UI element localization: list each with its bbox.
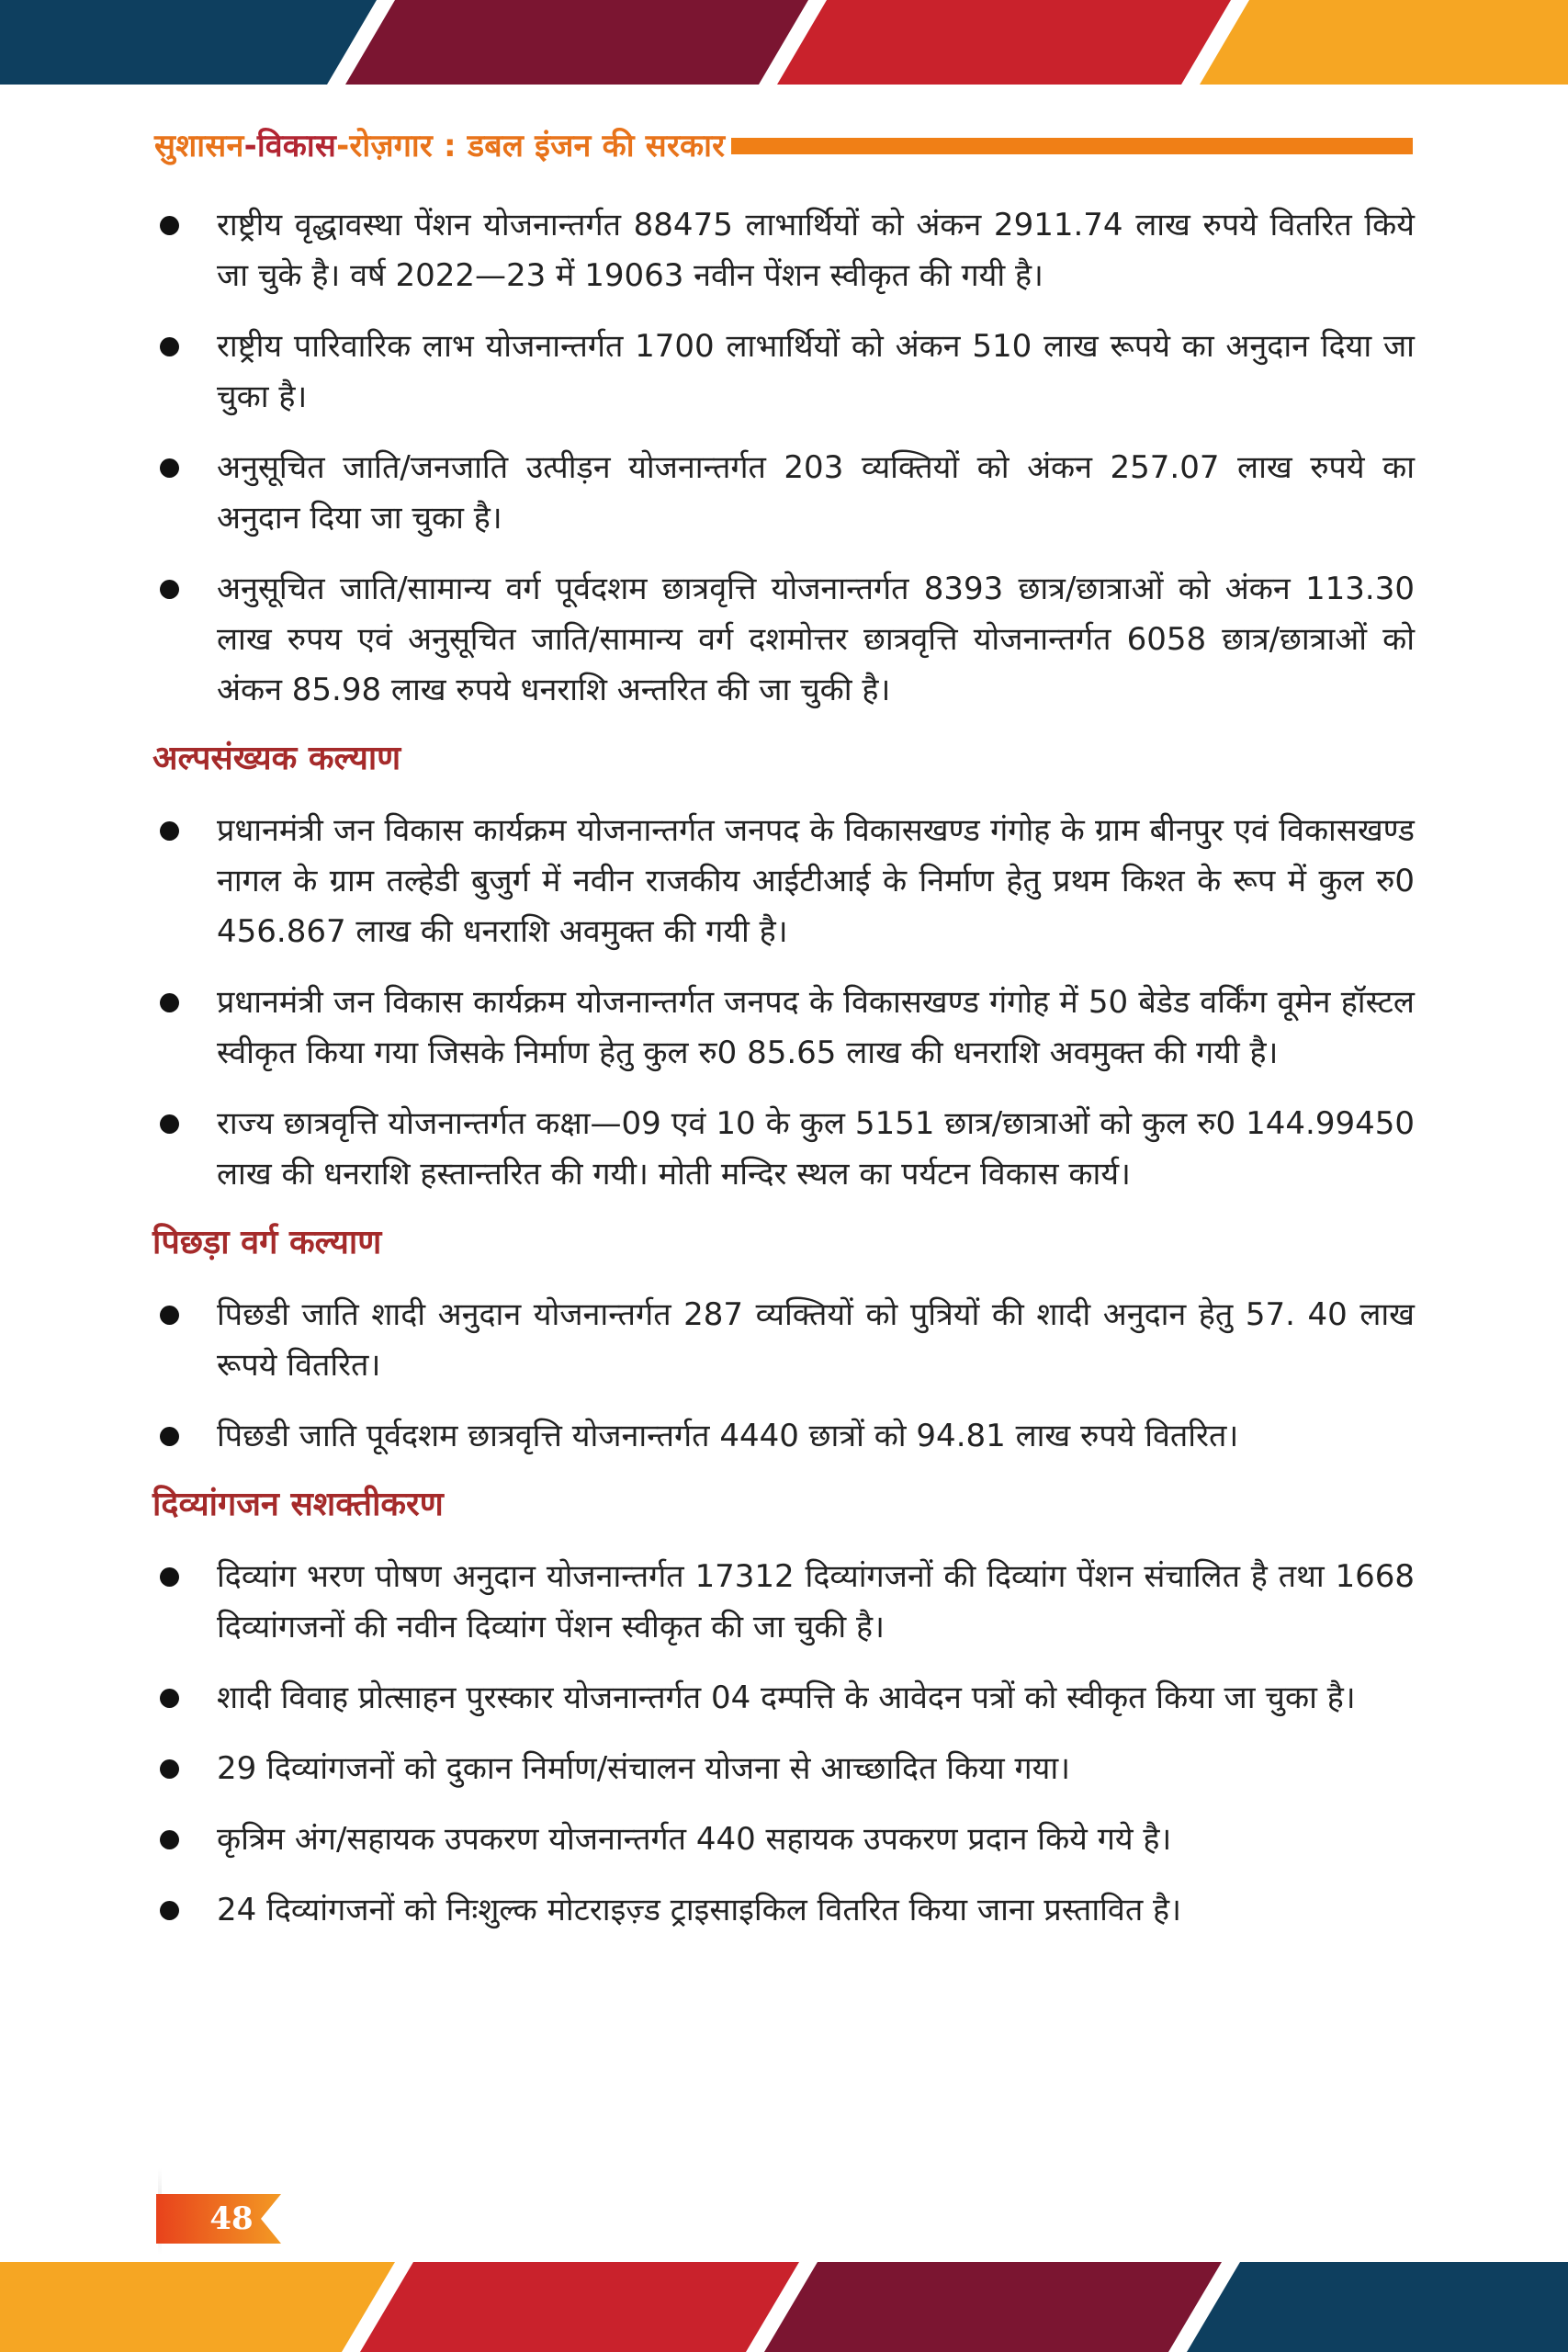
main-content [154, 200, 1415, 1956]
bullet-text: अनुसूचित जाति/जनजाति उत्पीड़न योजनान्तर्गत 203 व्यक्तियों को अंकन 257.07 लाख रुपये का अनुदान दिया जा चुका है। [217, 449, 1415, 537]
bullet-text: पिछडी जाति पूर्वदशम छात्रवृत्ति योजनान्तर्गत 4440 छात्रों को 94.81 लाख रुपये वितरित। [217, 1418, 1239, 1454]
bullet-icon [160, 1427, 179, 1446]
header-title-vikas: विकास [256, 128, 337, 164]
bullet-item [154, 200, 1415, 301]
bullet-item [154, 1552, 1415, 1653]
bullet-icon [160, 216, 179, 235]
bullet-item [154, 443, 1415, 544]
bullet-item [154, 322, 1415, 423]
bullet-text: शादी विवाह प्रोत्साहन पुरस्कार योजनान्तर्गत 04 दम्पत्ति के आवेदन पत्रों को स्वीकृत किया जा चुका है। [217, 1679, 1356, 1716]
bullet-icon [160, 458, 179, 478]
bullet-icon [160, 1759, 179, 1779]
bullet-icon [160, 337, 179, 356]
section-heading-divyangjan-empowerment: दिव्यांगजन सशक्तीकरण [152, 1486, 444, 1523]
bullet-icon [160, 1901, 179, 1920]
bullet-text: पिछडी जाति शादी अनुदान योजनान्तर्गत 287 व्यक्तियों को पुत्रियों की शादी अनुदान हेतु 57. 40 लाख रूपये वितरित। [217, 1296, 1415, 1384]
bullet-icon [160, 1306, 179, 1325]
bullet-item [154, 1099, 1415, 1200]
bullet-text: राष्ट्रीय वृद्धावस्था पेंशन योजनान्तर्गत 88475 लाभार्थियों को अंकन 2911.74 लाख रुपये वितरित किये जा चुके है। वर्ष 2022—23 में 19063 नवीन पेंशन स्वीकृत की गयी है। [217, 207, 1415, 294]
bullet-icon [160, 993, 179, 1012]
bullet-item [154, 978, 1415, 1079]
bullet-text: प्रधानमंत्री जन विकास कार्यक्रम योजनान्तर्गत जनपद के विकासखण्ड गंगोह में 50 बेडेड वर्किंग वूमेन हॉस्टल स्वीकृत किया गया जिसके निर्माण हेतु कुल रु0 85.65 लाख की धनराशि अवमुक्त की गयी है। [217, 984, 1415, 1071]
bullet-text: 29 दिव्यांगजनों को दुकान निर्माण/संचालन योजना से आच्छादित किया गया। [217, 1750, 1071, 1787]
header-rule [731, 138, 1413, 154]
bullet-icon [160, 821, 179, 841]
header-title-sep2: - [336, 128, 350, 164]
bullet-text: 24 दिव्यांगजनों को निःशुल्क मोटराइज़्ड ट्राइसाइकिल वितरित किया जाना प्रस्तावित है। [217, 1892, 1181, 1928]
bullet-text: दिव्यांग भरण पोषण अनुदान योजनान्तर्गत 17312 दिव्यांगजनों की दिव्यांग पेंशन संचालित है तथा 1668 दिव्यांगजनों की नवीन दिव्यांग पेंशन स्वीकृत की जा चुकी है। [217, 1558, 1415, 1645]
bullet-icon [160, 1567, 179, 1587]
top-color-band [0, 0, 1568, 85]
bullet-icon [160, 1689, 179, 1708]
bullet-text: प्रधानमंत्री जन विकास कार्यक्रम योजनान्तर्गत जनपद के विकासखण्ड गंगोह के ग्राम बीनपुर एवं विकासखण्ड नागल के ग्राम तल्हेडी बुजुर्ग में नवीन राजकीय आईटीआई के निर्माण हेतु प्रथम किश्त के रूप में कुल रु0 456.867 लाख की धनराशि अवमुक्त की गयी है। [217, 812, 1415, 950]
bullet-text: राष्ट्रीय पारिवारिक लाभ योजनान्तर्गत 1700 लाभार्थियों को अंकन 510 लाख रूपये का अनुदान दिया जा चुका है। [217, 328, 1415, 415]
bullet-text: कृत्रिम अंग/सहायक उपकरण योजनान्तर्गत 440 सहायक उपकरण प्रदान किये गये है। [217, 1821, 1172, 1858]
bullet-item [154, 1744, 1415, 1794]
section-heading-minority-welfare: अल्पसंख्यक कल्याण [152, 740, 401, 777]
header-title-rozgar: रोज़गार : डबल इंजन की सरकार [349, 128, 726, 164]
bottom-color-band [0, 2262, 1568, 2352]
bullet-icon [160, 580, 179, 599]
bullet-icon [160, 1114, 179, 1134]
header-title-sep1: - [243, 128, 257, 164]
header-title [154, 123, 725, 165]
bullet-text: राज्य छात्रवृत्ति योजनान्तर्गत कक्षा—09 एवं 10 के कुल 5151 छात्र/छात्राओं को कुल रु0 144.99450 लाख की धनराशि हस्तान्तरित की गयी। मोती मन्दिर स्थल का पर्यटन विकास कार्य। [217, 1105, 1415, 1193]
bullet-item [154, 1815, 1415, 1865]
bullet-text: अनुसूचित जाति/सामान्य वर्ग पूर्वदशम छात्रवृत्ति योजनान्तर्गत 8393 छात्र/छात्राओं को अंकन 113.30 लाख रुपय एवं अनुसूचित जाति/सामान्य वर्ग दशमोत्तर छात्रवृत्ति योजनान्तर्गत 6058 छात्र/छात्राओं को अंकन 85.98 लाख रुपये धनराशि अन्तरित की जा चुकी है। [217, 571, 1415, 708]
bullet-item [154, 1290, 1415, 1391]
bullet-item [154, 1673, 1415, 1724]
bullet-item [154, 1885, 1415, 1936]
bullet-item [154, 564, 1415, 716]
bullet-item [154, 806, 1415, 957]
bullet-item [154, 1411, 1415, 1462]
page-number: 48 [209, 2200, 254, 2237]
header-title-sushasan: सुशासन [154, 128, 244, 164]
bullet-icon [160, 1830, 179, 1849]
section-heading-backward-class-welfare: पिछड़ा वर्ग कल्याण [152, 1224, 382, 1261]
